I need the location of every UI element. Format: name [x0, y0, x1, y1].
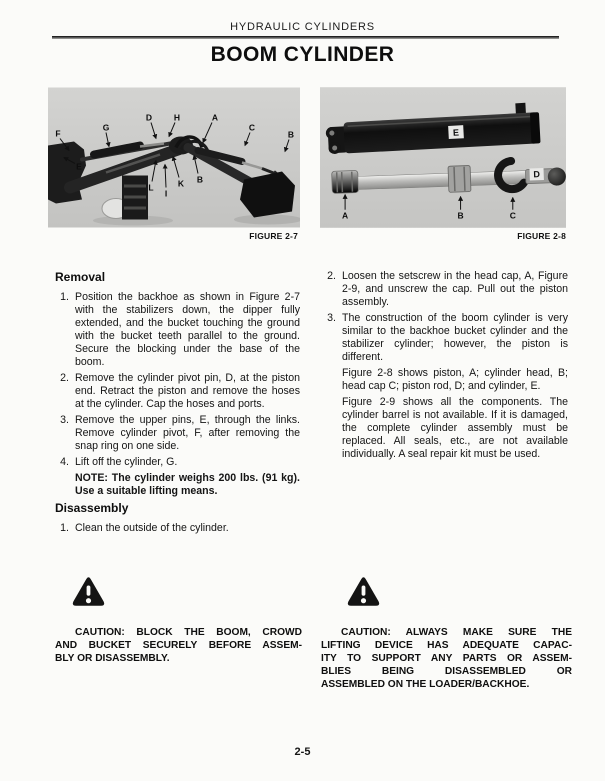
caution-line: AND BUCKET SECURELY BEFORE ASSEM-	[55, 640, 302, 651]
figure-label: F	[55, 128, 61, 139]
caution-left	[55, 626, 302, 665]
page-title: BOOM CYLINDER	[210, 43, 395, 66]
caution-line: CAUTION: BLOCK THE BOOM, CROWD	[75, 627, 302, 638]
note-text: NOTE: The cylinder weighs 200 lbs. (91 kg). Use a suitable lifting means.	[75, 472, 300, 497]
caution-line: CAUTION: ALWAYS MAKE SURE THE	[341, 627, 572, 638]
list-text: Clean the outside of the cylinder.	[75, 522, 229, 534]
figure-2-7-caption: FIGURE 2-7	[249, 231, 298, 241]
removal-item-3	[55, 414, 300, 453]
figure-label: I	[164, 188, 168, 199]
list-number: 1.	[60, 291, 69, 303]
caution-right	[321, 626, 572, 691]
page-number: 2-5	[294, 746, 311, 758]
list-text: Remove the cylinder pivot pin, D, at the piston end. Retract the piston and remove the hoses at the cylinder. Cap the hoses and ports.	[75, 372, 300, 410]
removal-item-1	[55, 291, 300, 369]
caution-line: LIFTING DEVICE HAS ADEQUATE CAPAC-	[321, 640, 572, 651]
figure-label: D	[533, 169, 541, 180]
warning-triangle-icon	[71, 576, 106, 607]
page-header: HYDRAULIC CYLINDERS	[230, 21, 375, 33]
figure-label: C	[509, 210, 516, 221]
list-text: Position the backhoe as shown in Figure 2-7 with the stabilizers down, the dipper fully extended, and the bucket touching the ground with the bucket teeth parallel to the ground. Secure the blocking under the base of the boom.	[75, 291, 300, 368]
caution-line: BLIES BEING DISASSEMBLED OR	[321, 666, 572, 677]
list-number: 4.	[60, 456, 69, 468]
removal-item-4	[55, 456, 300, 469]
figure-2-8-caption: FIGURE 2-8	[517, 231, 566, 241]
caution-line: ASSEMBLED ON THE LOADER/BACKHOE.	[321, 679, 530, 690]
paragraph: Loosen the setscrew in the head cap, A, Figure 2-9, and unscrew the cap. Pull out the piston assembly.	[342, 270, 568, 308]
disassembly-heading: Disassembly	[55, 501, 129, 515]
figure-label: A	[342, 210, 349, 221]
list-number: 2.	[60, 372, 69, 384]
figure-label: E	[452, 127, 460, 138]
list-text: Remove the upper pins, E, through the links. Remove cylinder pivot, F, after removing the snap ring on one side.	[75, 414, 300, 452]
paragraph: Figure 2-8 shows piston, A; cylinder head, B; head cap C; piston rod, D; and cylinder, E.	[342, 367, 568, 392]
figure-label: H	[173, 112, 181, 123]
removal-heading: Removal	[55, 270, 106, 284]
figure-label: B	[196, 174, 204, 185]
figure-label: L	[148, 182, 154, 193]
left-column	[55, 270, 300, 538]
paragraph: The construction of the boom cylinder is very similar to the backhoe bucket cylinder and the stabilizer cylinder; however, the piston is different.	[342, 312, 568, 363]
figure-label: A	[211, 112, 219, 123]
figure-2-7-photo	[48, 87, 300, 228]
paragraph: Figure 2-9 shows all the components. The cylinder barrel is not available. If it is damaged, the complete cylinder assembly must be replaced. All seals, etc., are not available individually. A seal repair kit must be used.	[342, 396, 568, 460]
figure-label: G	[102, 122, 110, 133]
list-text: Lift off the cylinder, G.	[75, 456, 178, 468]
list-text	[342, 270, 568, 309]
figure-label: K	[177, 178, 185, 189]
list-number: 2.	[327, 270, 336, 282]
right-item-2	[322, 270, 568, 309]
figure-label: E	[76, 161, 82, 172]
figure-2-8-photo	[320, 87, 566, 228]
list-number: 3.	[60, 414, 69, 426]
list-text	[342, 312, 568, 461]
right-item-3	[322, 312, 568, 461]
disassembly-item-1	[55, 522, 300, 535]
right-column	[322, 270, 568, 464]
figure-label: C	[248, 122, 256, 133]
caution-line: BLY OR DISASSEMBLY.	[55, 653, 170, 664]
header-rule	[52, 36, 559, 39]
list-number: 3.	[327, 312, 336, 324]
figure-label: D	[145, 112, 153, 123]
figure-label: B	[457, 210, 464, 221]
warning-triangle-icon	[346, 576, 381, 607]
list-number: 1.	[60, 522, 69, 534]
removal-item-2	[55, 372, 300, 411]
caution-line: ITY TO SUPPORT ANY PARTS OR ASSEM-	[321, 653, 572, 664]
figure-label: B	[287, 129, 295, 140]
photo-background	[320, 87, 566, 228]
